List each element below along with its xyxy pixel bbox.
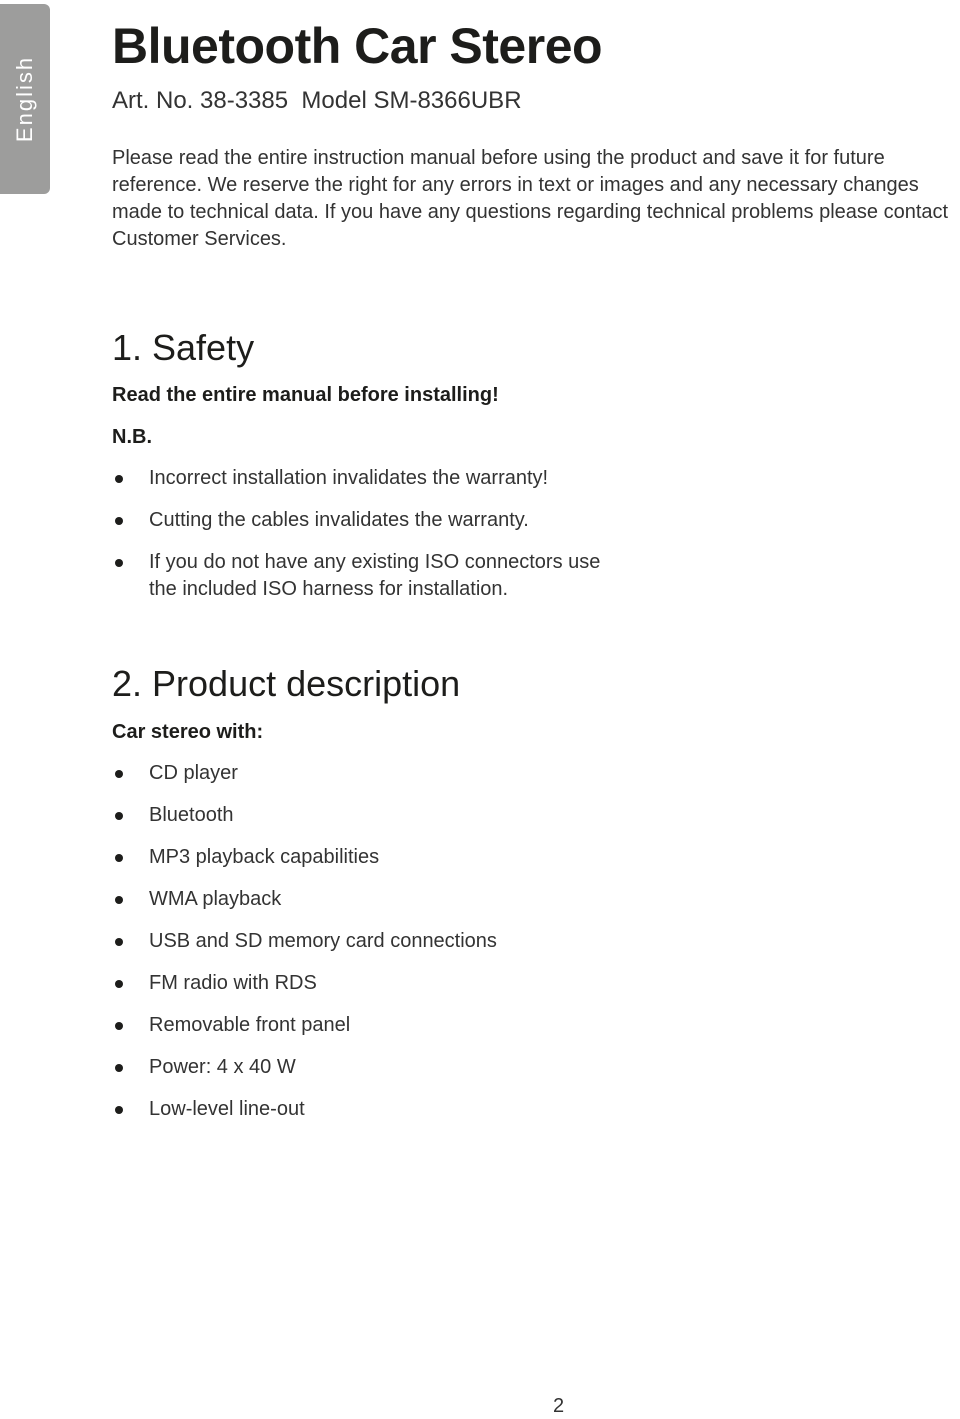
language-tab: [0, 4, 50, 194]
list-item: [112, 465, 872, 492]
bullet-icon: [115, 559, 123, 567]
feature-text: MP3 playback capabilities: [149, 846, 380, 868]
safety-subheading: Read the entire manual before installing!: [112, 384, 499, 406]
feature-text: FM radio with RDS: [149, 972, 317, 994]
feature-text: USB and SD memory card connections: [149, 930, 497, 952]
product-heading: 2. Product description: [112, 663, 461, 704]
bullet-icon: [115, 896, 123, 904]
bullet-icon: [115, 938, 123, 946]
list-item: [112, 1054, 872, 1081]
list-item: [112, 549, 619, 603]
language-tab-label: English: [12, 55, 37, 143]
safety-note-label: N.B.: [112, 426, 152, 448]
feature-text: Low-level line-out: [149, 1098, 305, 1120]
bullet-icon: [115, 1106, 123, 1114]
list-item: [112, 886, 872, 913]
safety-item-text: Cutting the cables invalidates the warranty.: [149, 509, 529, 531]
list-item: [112, 928, 872, 955]
safety-list: [112, 465, 872, 618]
bullet-icon: [115, 1022, 123, 1030]
bullet-icon: [115, 854, 123, 862]
list-item: [112, 802, 872, 829]
bullet-icon: [115, 1064, 123, 1072]
list-item: [112, 507, 872, 534]
safety-heading: 1. Safety: [112, 327, 255, 368]
list-item: [112, 844, 872, 871]
intro-paragraph: Please read the entire instruction manual before using the product and save it for future reference. We reserve the right for any errors in text or images and any necessary changes made to technical data. If you have any questions regarding technical problems please contact Customer Services.: [112, 147, 949, 250]
feature-text: CD player: [149, 762, 238, 784]
document-title: Bluetooth Car Stereo: [112, 18, 603, 74]
page-number: 2: [553, 1395, 565, 1417]
feature-text: Power: 4 x 40 W: [149, 1056, 296, 1078]
list-item: [112, 1096, 872, 1123]
feature-text: Removable front panel: [149, 1014, 351, 1036]
product-feature-list: [112, 760, 872, 1138]
safety-item-text: If you do not have any existing ISO connectors use the included ISO harness for installation.: [149, 551, 601, 600]
product-subheading: Car stereo with:: [112, 721, 264, 743]
feature-text: Bluetooth: [149, 804, 234, 826]
bullet-icon: [115, 517, 123, 525]
bullet-icon: [115, 980, 123, 988]
article-number: Art. No. 38-3385 Model SM-8366UBR: [112, 87, 522, 114]
feature-text: WMA playback: [149, 888, 282, 910]
list-item: [112, 760, 872, 787]
bullet-icon: [115, 475, 123, 483]
list-item: [112, 1012, 872, 1039]
safety-item-text: Incorrect installation invalidates the warranty!: [149, 467, 549, 489]
bullet-icon: [115, 770, 123, 778]
bullet-icon: [115, 812, 123, 820]
list-item: [112, 970, 872, 997]
